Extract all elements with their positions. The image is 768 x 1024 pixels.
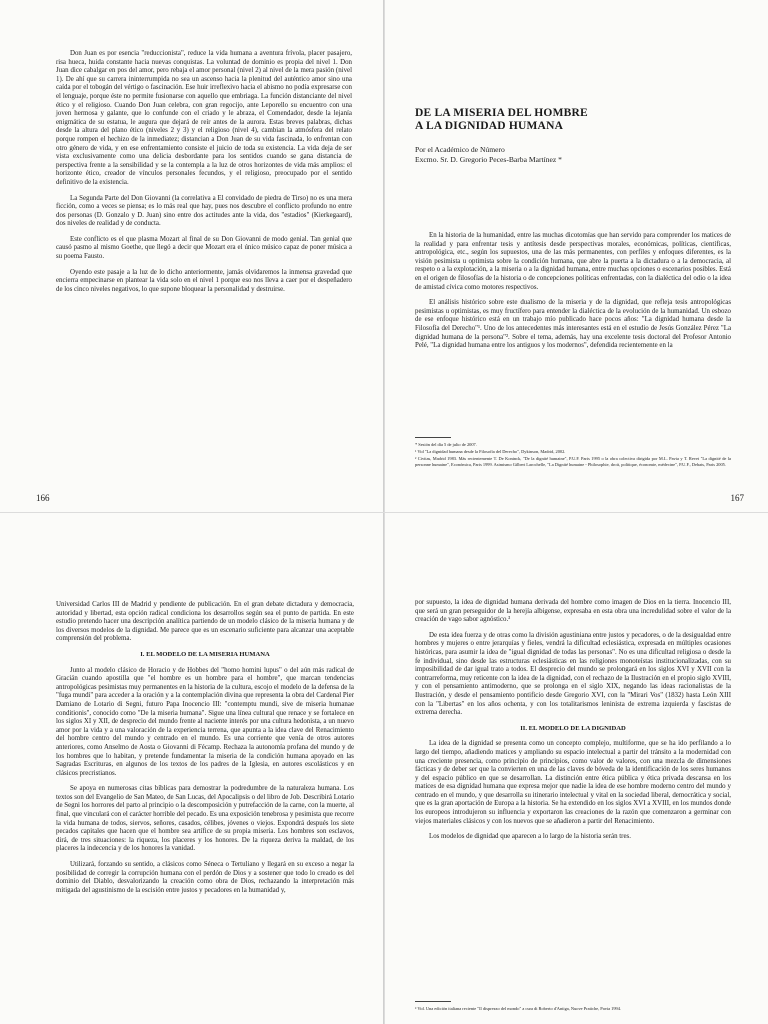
paragraph: por supuesto, la idea de dignidad humana derivada del hombre como imagen de Dios en la tierra. Inocencio III, que será un gran perseguidor de la herejía albigense, expresaba en esta obra una incredulidad sobre el valor de la creación de vago sabor agnóstico.³: [415, 599, 731, 624]
author-line: Por el Académico de Número: [415, 145, 505, 154]
paragraph: Se apoya en numerosas citas bíblicas para demostrar la podredumbre de la naturaleza humana. Los textos son del Evangelio de San Mateo, de San Lucas, del Apocalipsis o del libro de Job. Describirá Lotario de Segni los horrores del parto al principio o la descomposición y putrefacción de la carne, con la muerte, al final, que vinculará con el carácter horrible del pecado. Es una exposición tenebrosa y pesimista que recorre la vida humana de todos, siervos, señores, casados, célibes, jóvenes o viejos. Expondrá después los siete pecados capitales que hacen que el hombre sea artífice de su propia miseria. Los hombres son esclavos, dirá, de tres situaciones: la riqueza, los placeres y los honores. De la riqueza deriva la maldad, de los placeres la indecencia y de los honores la vanidad.: [56, 785, 354, 853]
page-number: 167: [730, 493, 744, 503]
page-167-body: [415, 232, 731, 358]
paragraph: En la historia de la humanidad, entre las muchas dicotomías que han servido para comprender los matices de la realidad y para enfrentar tesis y antítesis desde perspectivas morales, económicas, políticas, científicas, antropológica, etc., según los supuestos, una de las más permanentes, con perfiles y enfoques diferentes, es la visión pesimista u optimista sobre la condición humana, que abre la puerta a la dictadura o a la democracia, al respeto o a la explotación, a la miseria o a la dignidad humana, entre muchas opciones o escenarios posibles. Está en el origen de filosofías de la historia o de concepciones políticas enfrentadas, con la dialéctica del odio o la idea de amistad cívica como motores respectivos.: [415, 232, 731, 291]
page-169: [385, 513, 768, 1024]
footnote-rule: [415, 437, 451, 438]
paragraph: La Segunda Parte del Don Giovanni (la correlativa a El convidado de piedra de Tirso) no es una mera ficción, como a veces se piensa; es lo más real que hay, pues nos descubre el conflicto profundo no entre dos personas (D. Gonzalo y D. Juan) sino entre dos actitudes ante la vida, dos "estadios" (Kierkegaard), dos niveles de realidad y de conducta.: [56, 194, 352, 228]
footnote: ³ Vid. Una edición italiana reciente "Il disprezzo del mondo" a cura di Roberto d'Antiga, Nuove Pratiche, Pavia 1994.: [415, 1006, 622, 1011]
paragraph: Este conflicto es el que plasma Mozart al final de su Don Giovanni de modo genial. Tan genial que causó pasmo al mismo Goethe, que llegó a decir que Mozart era el único músico capaz de poner música a su poema Fausto.: [56, 235, 352, 261]
title-line: A LA DIGNIDAD HUMANA: [415, 120, 564, 132]
footnotes: [415, 1006, 731, 1013]
paragraph: De esta idea fuerza y de otras como la división agustiniana entre justos y pecadores, o de la desigualdad entre hombres y mujeres o entre jerarquías y fieles, vendrá la dificultad eclesiástica, expresada en múltiples ocasiones históricas, para asumir la idea de "igual dignidad de todas las personas". No es una dificultad religiosa o desde la fe individual, sino desde las estructuras eclesiásticas en las religiones monoteístas institucionalizadas, con su imposibilidad de dar igual trato a todos. El desprecio del mundo se prolongará en los siglos XVI y XVII con la contrarreforma, muy reticente con la idea de la dignidad, con el rechazo de la Ilustración en el propio siglo XVIII, y con el pensamiento antimoderno, que se prolonga en el siglo XIX, negando las ideas racionalistas de la Ilustración, y desde el pensamiento pontificio desde Gregorio XVI, con la "Mirari Vos" (1832) hasta León XIII con la "Libertas" en los años ochenta, y con los totalitarismos leninista de extrema izquierda y fascistas de extrema derecha.: [415, 631, 731, 717]
paragraph: La idea de la dignidad se presenta como un concepto complejo, multiforme, que se ha ido perfilando a lo largo del tiempo, añadiendo matices y ampliando su espacio intelectual a partir del tránsito a la modernidad con una creciente presencia, como principio de principios, como valor de valores, con una mezcla de dimensiones fácticas y de deber ser que la convierten en una de las claves de bóveda de la identificación de los seres humanos y del espacio público en que se desarrollan. La distinción entre ética pública y ética privada descansa en los matices de esa dignidad humana que expresa mejor que nadie la idea de ese hombre moderno centro del mundo y centrado en el mundo, y que desarrolla su itinerario intelectual y vital en la sociedad liberal, democrática y social, que es la gran aportación de Europa a la historia. Se ha extendido en los siglos XVI a XVIII, en los mundos donde los europeos introdujeron su influencia y exportaron las creaciones de la razón que comenzaron a germinar con viejos materiales clásicos y con los nuevos que se añadieron a partir del Renacimiento.: [415, 740, 731, 825]
page-169-body: [415, 599, 731, 849]
page-166-body: [56, 50, 352, 301]
page-166: [0, 0, 384, 512]
paragraph: Don Juan es por esencia "reduccionista", reduce la vida humana a aventura frívola, placer pasajero, risa hueca, huida constante hacia nuevas conquistas. La voluntad de dominio es propia del nivel 1. Don Juan dice cabalgar en pos del amor, pero rebaja el amor personal (nivel 2) al nivel de la mera pasión (nivel 1). De ahí que su carrera ininterrumpida no sea un ascenso hacia la plenitud del auténtico amor sino una caída por el tobogán del vértigo o fascinación. Ese huir irreflexivo hacia el abismo no podía expresarse con el lenguaje, porque éste no permite fusionarse con aquello que embriaga. La función distanciante del nivel ético y el religioso. Cuando Don Juan celebra, con gran regocijo, ante Leporello su encuentro con una joven hermosa y galante, que lo confunde con el criado y le abraza, el Comendador, desde la lejanía enigmática de su estatua, le augura que dejará de reír antes de la aurora. Estas breves palabras, dichas desde la altura del plano ético (niveles 2 y 3) y el religioso (nivel 4), cambian la atmósfera del relato porque rompen el hechizo de la inmediatez; distancian a Don Juan de su vida fascinada, lo enfrentan con otro género de vida, y en ese enfrentamiento consiste el juicio de toda su existencia. La vida deja de ser vista exclusivamente como una delicia desbordante para los sentidos cuando se gana distancia de perspectiva frente a la sensibilidad y se la contempla a la luz de otros horizontes de vida más amplios: el horizonte ético, creador de vínculos personales fecundos, y el religioso, preocupado por el sentido definitivo de la existencia.: [56, 50, 352, 186]
footnote: ² Civitas, Madrid 1983. Más recientemente T. De Koninck, "De la dignité humaine", P.U.F. Paris 1995 o la obra colectiva dirigida por M.L. Pavia y T. Revet "La dignité de la personne humaine", Económica, Paris 1999. Asimismo Gilbert Larochelle, "La Dignité humaine - Philosophie, droit, politique, économie, médecine", P.U.F., Debats, Paris 2005.: [415, 456, 731, 467]
paragraph: Universidad Carlos III de Madrid y pendiente de publicación. En el gran debate dictadura y democracia, autoridad y libertad, esta opción radical condiciona los desarrollos según sea el punto de partida. En este estudio pretendo hacer una descripción analítica partiendo de un modelo clásico de la miseria humana y de los diversos modelos de la dignidad. Me parece que es un escenario suficiente para alcanzar una aceptable comprensión del problema.: [56, 601, 354, 643]
section-heading: I. EL MODELO DE LA MISERIA HUMANA: [140, 650, 270, 658]
article-title: [415, 107, 735, 133]
footnote-rule: [415, 1001, 451, 1002]
paragraph: Utilizará, forzando su sentido, a clásicos como Séneca o Tertuliano y llegará en su exceso a negar la posibilidad de corregir la corrupción humana con el perdón de Dios y a sostener que todo lo creado es del dominio del Diablo, desvalorizando la creación como obra de Dios, rechazando la interpretación más mitigada del agustinismo de la escisión entre justos y pecadores en la humanidad y,: [56, 861, 354, 894]
section-heading: II. EL MODELO DE LA DIGNIDAD: [520, 724, 626, 732]
page-168: [0, 513, 384, 1024]
footnote: * Sesión del día 5 de julio de 2007.: [415, 442, 477, 447]
author-line: Excmo. Sr. D. Gregorio Peces-Barba Martínez *: [415, 155, 562, 164]
footnotes: [415, 442, 731, 469]
paragraph: Los modelos de dignidad que aparecen a lo largo de la historia serán tres.: [429, 833, 631, 841]
paragraph: Junto al modelo clásico de Horacio y de Hobbes del "homo homini lupus" o del aún más radical de Gracián cuando apostilla que "el hombre es un hombre para el hombre", que marcan tendencias antropológicas pesimistas muy permanentes en la historia de la cultura, escojo el modelo de la defensa de la "fuga mundi" para acceder a la oración y a la contemplación divina que representa la obra del Cardenal Pier Damiano de Lotario di Segni, futuro Papa Inocencio III: "contemptu mundi, sive de miseria humanae conditionis", conocido como "De la miseria humana". Sigue una línea cultural que renace y se fortalece en los siglos XI y XII, de desprecio del mundo frente al naciente interés por una cultura hedonista, a un nuevo amor por la vida y a una valoración de la experiencia terrena, que apunta a la idea clave del Renacimiento del hombre centro del mundo y centrado en el mundo. Es una corriente que venía de otros autores anteriores, como Anselmo de Aosta o Giovanni di Fécamp. Rechaza la autonomía profana del mundo y de los hombres que lo habitan, y pretende fundamentar la miseria de la condición humana apoyado en las Sagradas Escrituras, en algunos de los textos de los padres de la Iglesia, en autores escolásticos y en clásicos precristianos.: [56, 666, 354, 777]
paragraph: Oyendo este pasaje a la luz de lo dicho anteriormente, jamás olvidaremos la inmensa gravedad que encierra empecinarse en plantear la vida solo en el nivel 1 porque eso nos lleva a caer por el despeñadero de los cinco niveles negativos, lo que supone bloquear la personalidad y destruirse.: [56, 268, 352, 293]
footnote: ¹ Vid "La dignidad humana desde la Filosofía del Derecho", Dykinson, Madrid, 2002.: [415, 449, 566, 454]
author-block: [415, 145, 735, 165]
page-168-body: [56, 601, 354, 902]
paragraph: El análisis histórico sobre este dualismo de la miseria y de la dignidad, que refleja tesis antropológicas pesimistas u optimistas, es muy fructífero para entender la dialéctica de la evolución de la humanidad. Un esbozo de ese enfoque histórico está en un trabajo mío publicado hace pocos años: "La dignidad humana desde la Filosofía del Derecho"¹. Uno de los antecedentes más interesantes está en el estudio de Jesús González Pérez "La dignidad humana de la persona"². Sobre el tema, además, hay una excelente tesis doctoral del Profesor Antonio Pelé, "La dignidad humana entre los antiguos y los modernos", defendida recientemente en la: [415, 299, 731, 350]
page-number: 166: [36, 493, 50, 503]
title-line: DE LA MISERIA DEL HOMBRE: [415, 107, 588, 119]
page-167: [385, 0, 768, 512]
